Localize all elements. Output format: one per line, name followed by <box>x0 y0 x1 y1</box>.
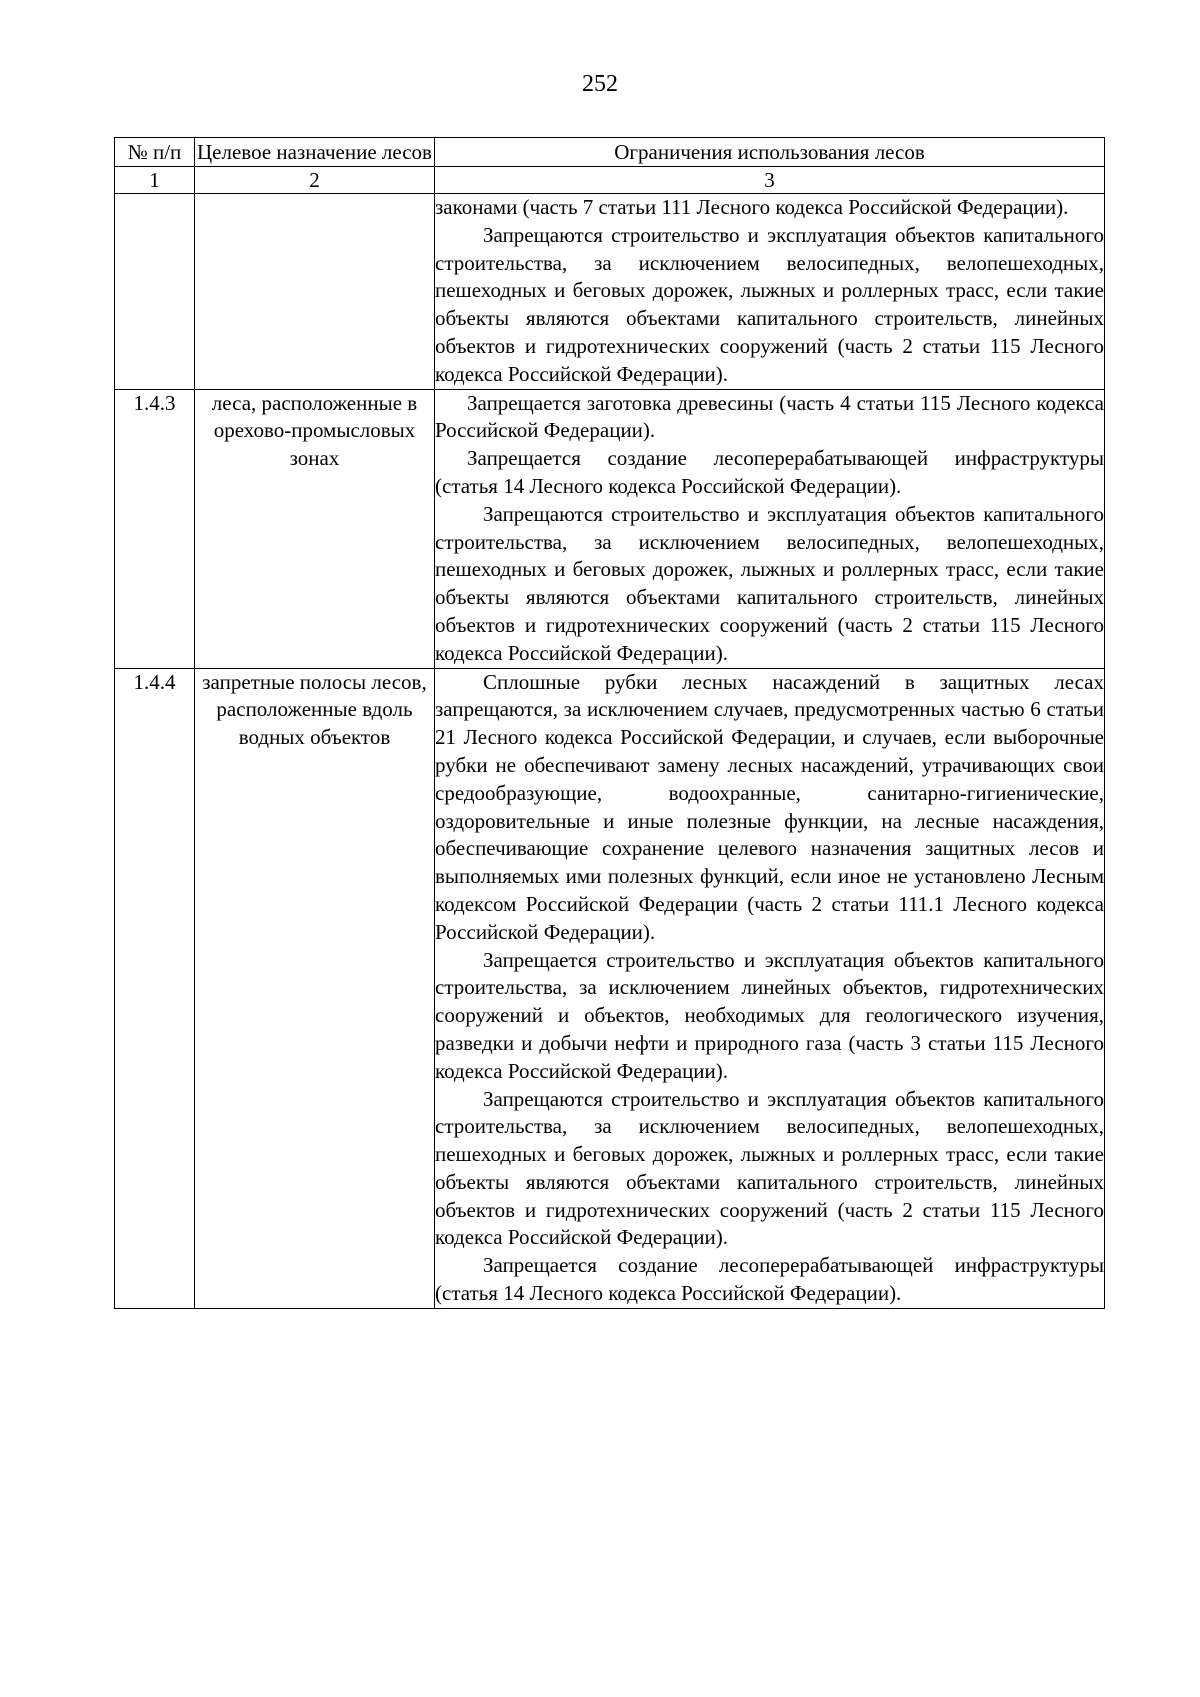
header-restrictions: Ограничения использования лесов <box>435 138 1105 167</box>
header-purpose: Целевое назначение лесов <box>195 138 435 167</box>
header-num: № п/п <box>115 138 195 167</box>
table-row <box>115 194 1105 390</box>
table-row <box>115 389 1105 668</box>
page-number: 252 <box>582 71 618 97</box>
row-purpose <box>195 194 435 390</box>
forest-restrictions-table <box>114 137 1105 1309</box>
column-index-3: 3 <box>435 167 1105 194</box>
restriction-paragraph: законами (часть 7 статьи 111 Лесного кодекса Российской Федерации). <box>435 195 1069 219</box>
restriction-paragraph: Запрещаются строительство и эксплуатация объектов капитального строительства, за исключением велосипедных, велопешеходных, пешеходных и беговых дорожек, лыжных и роллерных трасс, если такие объекты являются объектами капитального строительств, линейных объектов и гидротехнических сооружений (часть 2 статьи 115 Лесного кодекса Российской Федерации). <box>435 1086 1104 1250</box>
row-number: 1.4.4 <box>115 668 195 1308</box>
restriction-paragraph: Запрещаются строительство и эксплуатация объектов капитального строительства, за исключением велосипедных, велопешеходных, пешеходных и беговых дорожек, лыжных и роллерных трасс, если такие объекты являются объектами капитального строительств, линейных объектов и гидротехнических сооружений (часть 2 статьи 115 Лесного кодекса Российской Федерации). <box>435 222 1104 386</box>
restriction-paragraph: Запрещается заготовка древесины (часть 4 статьи 115 Лесного кодекса Российской Федерации). <box>435 390 1104 443</box>
row-number: 1.4.3 <box>115 389 195 668</box>
row-number <box>115 194 195 390</box>
column-index-2: 2 <box>195 167 435 194</box>
restriction-paragraph: Запрещается строительство и эксплуатация объектов капитального строительства, за исключением линейных объектов, гидротехнических сооружений и объектов, необходимых для геологического изучения, разведки и добычи нефти и природного газа (часть 3 статьи 115 Лесного кодекса Российской Федерации). <box>435 947 1104 1083</box>
table-column-index-row <box>115 167 1105 194</box>
row-restrictions <box>435 389 1105 668</box>
restriction-paragraph: Запрещаются строительство и эксплуатация объектов капитального строительства, за исключением велосипедных, велопешеходных, пешеходных и беговых дорожек, лыжных и роллерных трасс, если такие объекты являются объектами капитального строительств, линейных объектов и гидротехнических сооружений (часть 2 статьи 115 Лесного кодекса Российской Федерации). <box>435 501 1104 665</box>
restriction-paragraph: Запрещается создание лесоперерабатывающей инфраструктуры (статья 14 Лесного кодекса Российской Федерации). <box>435 1253 1104 1306</box>
restriction-paragraph: Сплошные рубки лесных насаждений в защитных лесах запрещаются, за исключением случаев, предусмотренных частью 6 статьи 21 Лесного кодекса Российской Федерации, и случаев, если выборочные рубки не обеспечивают замену лесных насаждений, утрачивающих свои средообразующие, водоохранные, санитарно-гигиенические, оздоровительные и иные полезные функции, на лесные насаждения, обеспечивающие сохранение целевого назначения защитных лесов и выполняемых ими полезных функций, если иное не установлено Лесным кодексом Российской Федерации (часть 2 статьи 111.1 Лесного кодекса Российской Федерации). <box>435 669 1104 944</box>
table-row <box>115 668 1105 1308</box>
table-header-row <box>115 138 1105 167</box>
row-purpose: леса, расположенные в орехово-промысловых зонах <box>195 389 435 668</box>
row-purpose: запретные полосы лесов, расположенные вдоль водных объектов <box>195 668 435 1308</box>
column-index-1: 1 <box>115 167 195 194</box>
row-restrictions <box>435 668 1105 1308</box>
restriction-paragraph: Запрещается создание лесоперерабатывающей инфраструктуры (статья 14 Лесного кодекса Российской Федерации). <box>435 446 1104 498</box>
row-restrictions <box>435 194 1105 390</box>
